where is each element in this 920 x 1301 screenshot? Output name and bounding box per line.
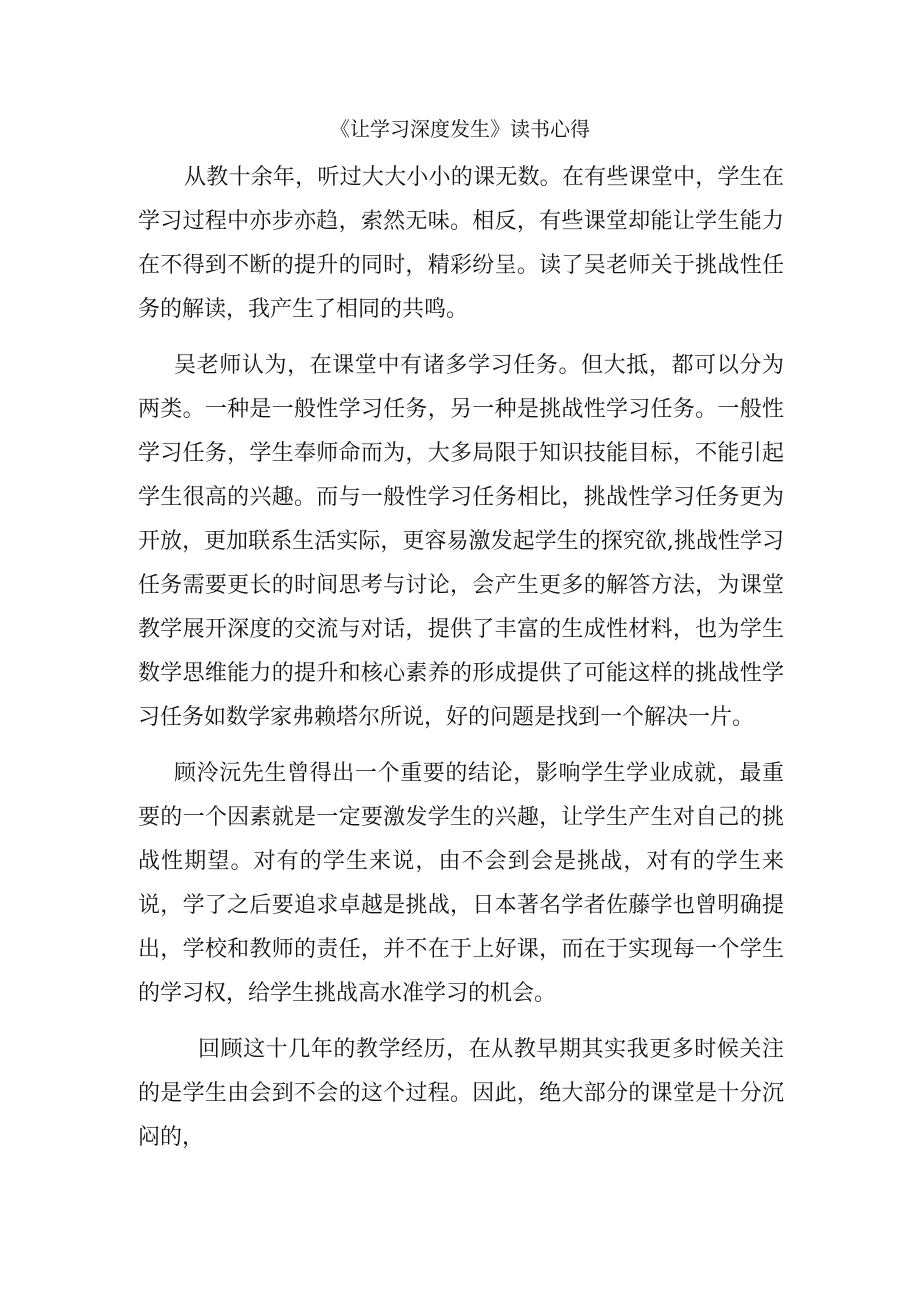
- document-title: 《让学习深度发生》读书心得: [330, 117, 590, 141]
- paragraph-4: 回顾这十几年的教学经历，在从教早期其实我更多时候关注的是学生由会到不会的这个过程。因此，绝大部分的课堂是十分沉闷的，: [138, 1037, 784, 1150]
- paragraph-1: 从教十余年，听过大大小小的课无数。在有些课堂中，学生在学习过程中亦步亦趋，索然无味。相反，有些课堂却能让学生能力在不得到不断的提升的同时，精彩纷呈。读了吴老师关于挑战性任务的解读，我产生了相同的共鸣。: [138, 165, 784, 322]
- document-body: [138, 156, 784, 1160]
- paragraph-2: 吴老师认为，在课堂中有诸多学习任务。但大抵，都可以分为两类。一种是一般性学习任务，另一种是挑战性学习任务。一般性学习任务，学生奉师命而为，大多局限于知识技能目标，不能引起学生很高的兴趣。而与一般性学习任务相比，挑战性学习任务更为开放，更加联系生活实际，更容易激发起学生的探究欲,挑战性学习任务需要更长的时间思考与讨论，会产生更多的解答方法，为课堂教学展开深度的交流与对话，提供了丰富的生成性材料，也为学生数学思维能力的提升和核心素养的形成提供了可能这样的挑战性学习任务如数学家弗赖塔尔所说，好的问题是找到一个解决一片。: [138, 353, 784, 730]
- paragraph-3: 顾泠沅先生曾得出一个重要的结论，影响学生学业成就，最重要的一个因素就是一定要激发学生的兴趣，让学生产生对自己的挑战性期望。对有的学生来说，由不会到会是挑战，对有的学生来说，学了之后要追求卓越是挑战，日本著名学者佐藤学也曾明确提出，学校和教师的责任，并不在于上好课，而在于实现每一个学生的学习权，给学生挑战高水准学习的机会。: [138, 761, 784, 1006]
